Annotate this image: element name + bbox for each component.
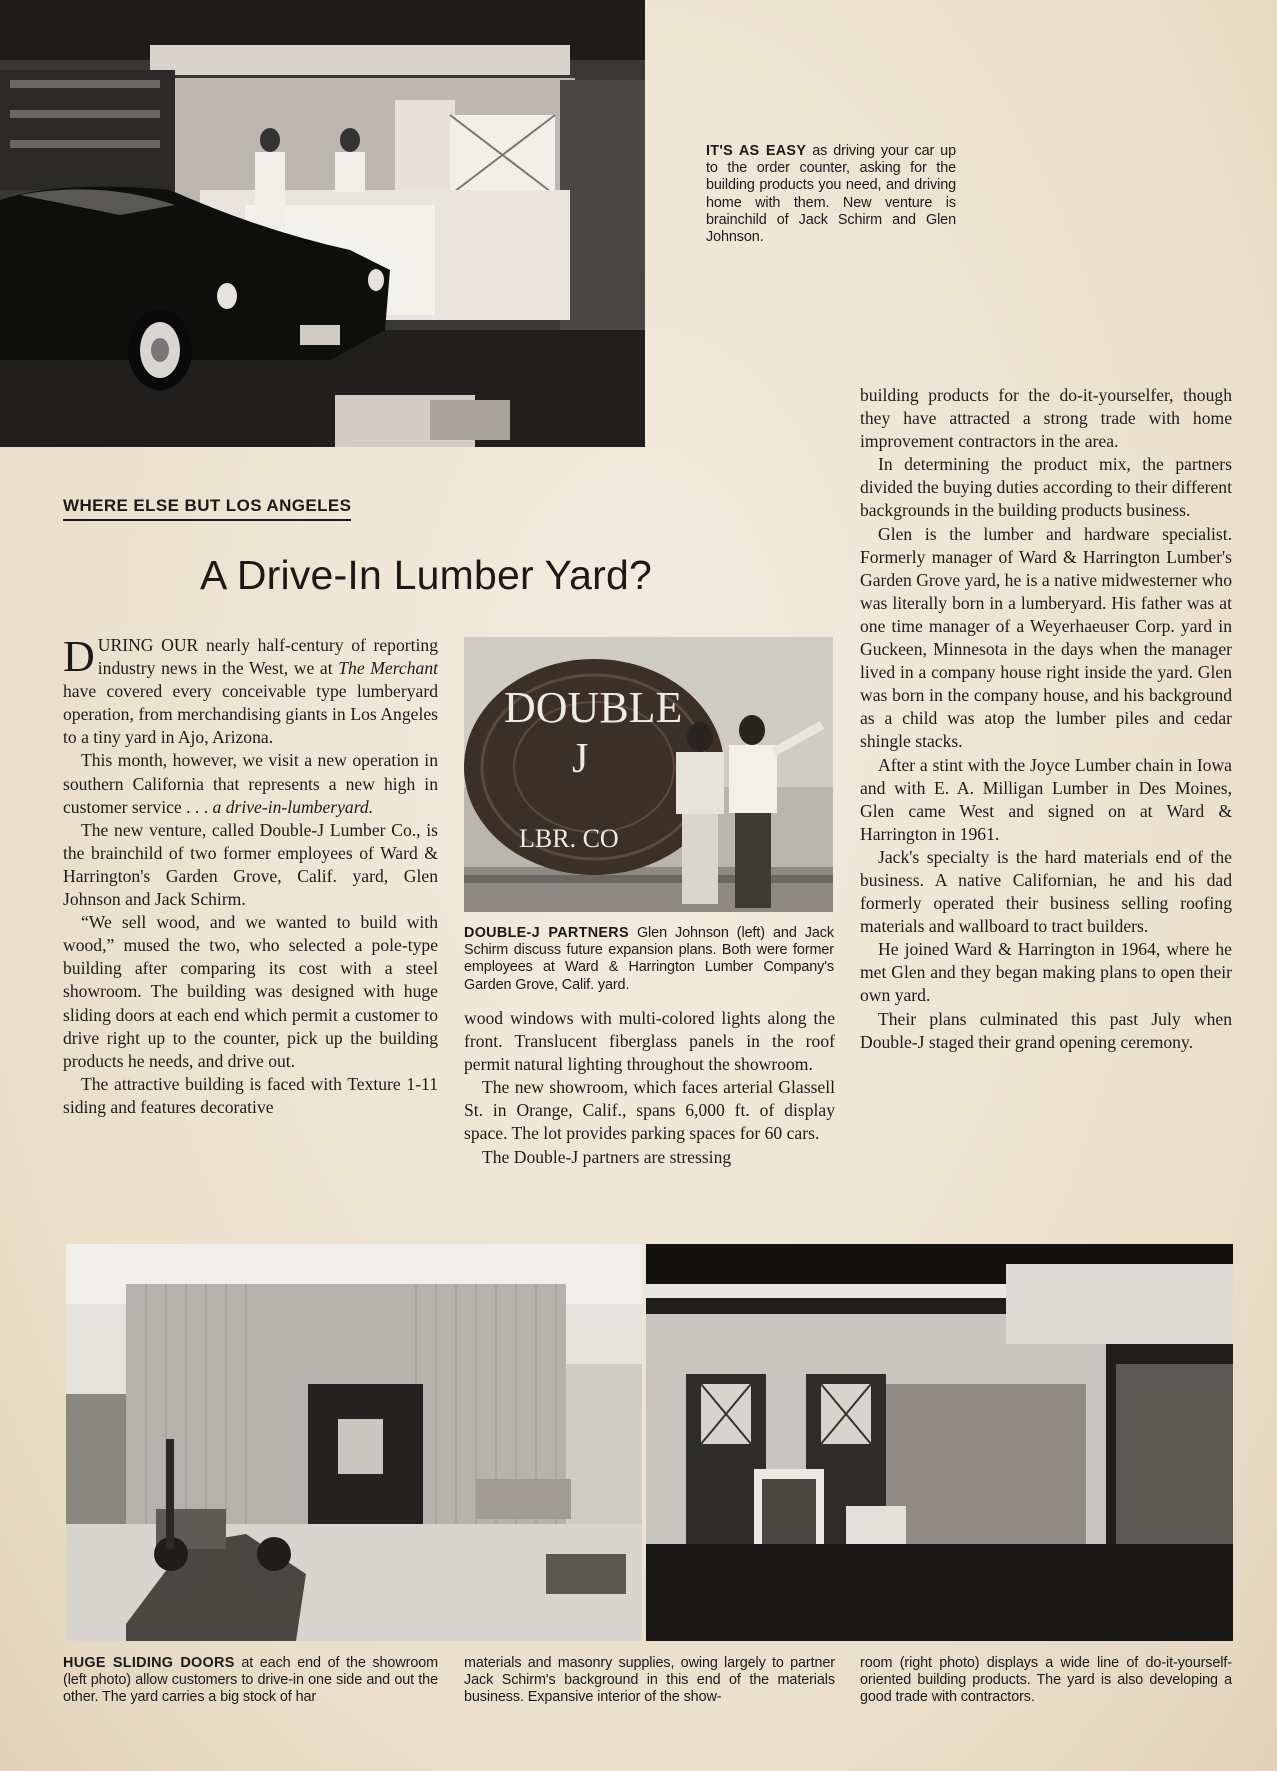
caption-bottom-lead: HUGE SLIDING DOORS: [63, 1655, 235, 1671]
p2-italic: a drive-in-lumberyard.: [212, 796, 374, 817]
p1-end: have covered every conceivable type lumberyard operation, from merchandising giants in Los Angeles to a tiny yard in Ajo, Arizona.: [63, 681, 438, 748]
sign-line1: DOUBLE: [504, 683, 683, 732]
publication-name: The Merchant: [338, 658, 438, 679]
paragraph: In determining the product mix, the partners divided the buying duties according to their different backgrounds in the building products business.: [860, 454, 1232, 521]
caption-bottom-col2: materials and masonry supplies, owing largely to partner Jack Schirm's background in this end of the materials business. Expansive interior of the show-: [464, 1655, 835, 1706]
photo-double-j-partners: [464, 637, 833, 912]
paragraph: “We sell wood, and we wanted to build with wood,” mused the two, who selected a pole-type building after comparing its cost with a steel showroom. The building was designed with huge sliding doors at each end which permit a customer to drive right up to the counter, pick up the building products he needs, and drive out.: [63, 912, 438, 1071]
paragraph: Their plans culminated this past July when Double-J staged their grand opening ceremony.: [860, 1008, 1232, 1052]
kicker: WHERE ELSE BUT LOS ANGELES: [63, 496, 351, 521]
paragraph: [63, 634, 438, 749]
paragraph: He joined Ward & Harrington in 1964, where he met Glen and they began making plans to open their own yard.: [860, 939, 1232, 1006]
headline: A Drive-In Lumber Yard?: [200, 552, 653, 598]
p2-text: This month, however, we visit a new operation in southern California that represents a new high in customer service . . .: [63, 750, 438, 817]
caption-top: [706, 143, 956, 246]
paragraph: The attractive building is faced with Texture 1-11 siding and features decorative: [63, 1073, 438, 1117]
paragraph: [63, 749, 438, 818]
caption-bottom-col3: room (right photo) displays a wide line of do-it-yourself-oriented building products. The yard is also developing a good trade with contractors.: [860, 1655, 1232, 1706]
photo-sliding-doors-exterior: [66, 1244, 642, 1641]
caption-top-lead: IT'S AS EASY: [706, 143, 807, 159]
article-column-2: [464, 1007, 835, 1169]
article-column-3: [860, 384, 1232, 1054]
p1-rest: URING OUR nearly half-century of reporting industry news in the West, we at: [97, 635, 438, 679]
article-column-1: [63, 634, 438, 1119]
caption-top-text: as driving your car up to the order counter, asking for the building products you need, and driving home with them. New venture is brainchild of Jack Schirm and Glen Johnson.: [706, 143, 956, 246]
paragraph: The new showroom, which faces arterial Glassell St. in Orange, Calif., spans 6,000 ft. of display space. The lot provides parking spaces for 60 cars.: [464, 1077, 835, 1144]
photo-car-at-counter: [0, 0, 645, 447]
drop-cap: D: [63, 632, 95, 681]
paragraph: The new venture, called Double-J Lumber Co., is the brainchild of two former employees of Ward & Harrington's Garden Grove, Calif. yard, Glen Johnson and Jack Schirm.: [63, 819, 438, 910]
paragraph: building products for the do-it-yourselfer, though they have attracted a strong trade with home improvement contractors in the area.: [860, 385, 1232, 452]
paragraph: wood windows with multi-colored lights along the front. Translucent fiberglass panels in the roof permit natural lighting throughout the showroom.: [464, 1008, 835, 1075]
caption-partners-text: Glen Johnson (left) and Jack Schirm discuss future expansion plans. Both were former employees at Ward & Harrington Lumber Company's Garden Grove, Calif. yard.: [464, 925, 834, 993]
photo-showroom-interior: [646, 1244, 1233, 1641]
sign-line2: J: [572, 736, 589, 782]
sign-line3: LBR. CO: [519, 824, 619, 853]
paragraph: After a stint with the Joyce Lumber chain in Iowa and with E. A. Milligan Lumber in Des Moines, Glen came West and signed on at Ward & Harrington in 1961.: [860, 754, 1232, 844]
paragraph: The Double-J partners are stressing: [482, 1146, 732, 1167]
paragraph: Jack's specialty is the hard materials end of the business. A native Californian, he and his dad formerly operated their business selling roofing materials and wallboard to tract builders.: [860, 846, 1232, 937]
paragraph: Glen is the lumber and hardware specialist. Formerly manager of Ward & Harrington Lumber's Garden Grove yard, he is a native midwesterner who was literally born in a lumberyard. His father was at one time manager of a Weyerhaeuser Corp. yard in Guckeen, Minnesota in the days when the manager lived in a company house right inside the yard. Glen was born in the company house, and his background as a child was atop the lumber piles and cedar shingle stacks.: [860, 523, 1232, 752]
caption-partners: [464, 925, 834, 994]
caption-bottom-col1-text: at each end of the showroom (left photo) allow customers to drive-in one side and out the other. The yard carries a big stock of har: [63, 1655, 439, 1706]
caption-bottom-col1: [63, 1655, 438, 1707]
caption-partners-lead: DOUBLE-J PARTNERS: [464, 925, 629, 941]
